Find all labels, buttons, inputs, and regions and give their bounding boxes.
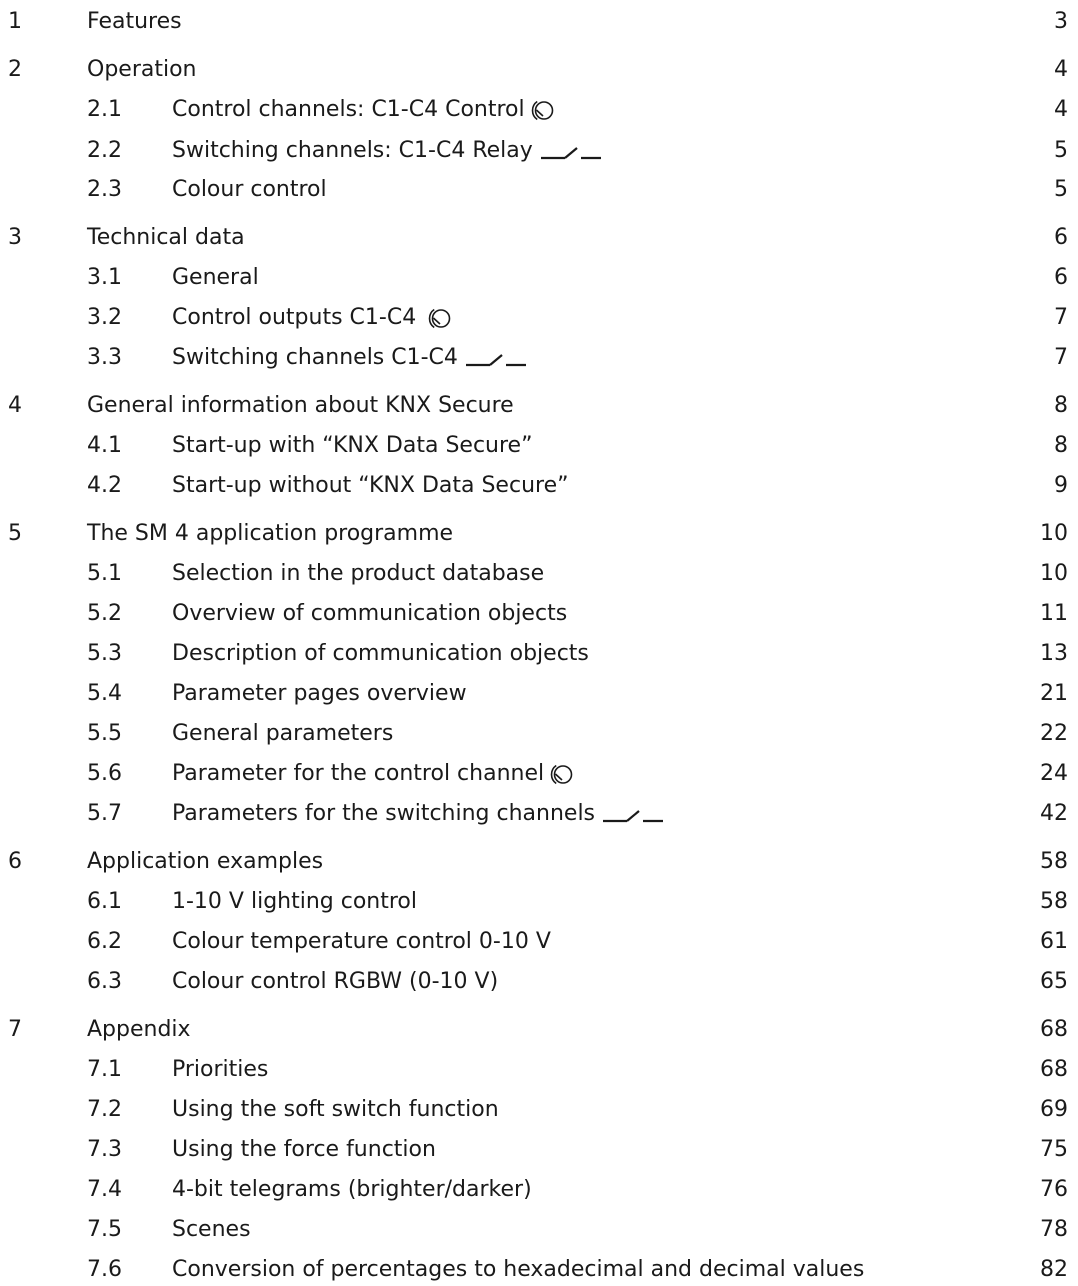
toc-entry-title: Switching channels C1-C4: [172, 345, 458, 370]
toc-entry-title: General parameters: [172, 721, 394, 746]
toc-entry-number: 2.2: [87, 138, 122, 163]
toc-section-row[interactable]: [0, 342, 1078, 374]
dimmer-knob-icon: [531, 98, 555, 122]
toc-entry-title-group: [172, 718, 393, 750]
toc-entry-page-number: 7: [1054, 345, 1068, 370]
toc-entry-title-group: [172, 1214, 251, 1246]
toc-entry-page-number: 78: [1040, 1217, 1068, 1242]
toc-entry-page-number: 68: [1040, 1057, 1068, 1082]
toc-entry-title: Control outputs C1-C4: [172, 305, 417, 330]
toc-section-row[interactable]: [0, 94, 1078, 126]
toc-entry-title-group: [172, 342, 526, 374]
relay-switch-icon: [464, 348, 526, 368]
toc-section-row[interactable]: [0, 798, 1078, 830]
toc-entry-title-group: [172, 302, 452, 334]
toc-entry-number: 5.5: [87, 721, 122, 746]
toc-section-row[interactable]: [0, 1174, 1078, 1206]
toc-entry-number: 5.1: [87, 561, 122, 586]
toc-entry-number: 7.4: [87, 1177, 122, 1202]
toc-entry-title-group: [87, 390, 514, 422]
toc-entry-page-number: 10: [1040, 561, 1068, 586]
toc-entry-number: 6.3: [87, 969, 122, 994]
dimmer-knob-icon: [428, 306, 452, 330]
toc-entry-page-number: 58: [1040, 889, 1068, 914]
toc-entry-number: 4.1: [87, 433, 122, 458]
toc-entry-title: Description of communication objects: [172, 641, 589, 666]
toc-entry-number: 1: [8, 9, 22, 34]
toc-entry-page-number: 69: [1040, 1097, 1068, 1122]
toc-section-row[interactable]: [0, 1054, 1078, 1086]
toc-entry-title: Technical data: [87, 225, 245, 250]
toc-section-row[interactable]: [0, 430, 1078, 462]
toc-section-row[interactable]: [0, 886, 1078, 918]
toc-entry-title: 1-10 V lighting control: [172, 889, 417, 914]
toc-entry-title-group: [172, 470, 569, 502]
relay-switch-icon: [601, 804, 663, 824]
toc-entry-number: 7.1: [87, 1057, 122, 1082]
toc-entry-page-number: 8: [1054, 393, 1068, 418]
toc-section-row[interactable]: [0, 678, 1078, 710]
toc-entry-title: Parameter for the control channel: [172, 761, 545, 786]
toc-entry-number: 6.1: [87, 889, 122, 914]
toc-section-row[interactable]: [0, 262, 1078, 294]
toc-entry-number: 4: [8, 393, 22, 418]
toc-entry-page-number: 75: [1040, 1137, 1068, 1162]
toc-section-row[interactable]: [0, 1134, 1078, 1166]
toc-entry-title-group: [172, 558, 544, 590]
toc-entry-title-group: [172, 886, 417, 918]
toc-entry-number: 2.1: [87, 97, 122, 122]
toc-section-row[interactable]: [0, 1214, 1078, 1246]
toc-entry-page-number: 9: [1054, 473, 1068, 498]
toc-entry-title: Application examples: [87, 849, 324, 874]
toc-entry-page-number: 8: [1054, 433, 1068, 458]
toc-section-row[interactable]: [0, 758, 1078, 790]
toc-entry-number: 5.2: [87, 601, 122, 626]
toc-entry-number: 6: [8, 849, 22, 874]
toc-entry-title-group: [87, 1014, 191, 1046]
toc-entry-title-group: [172, 1254, 864, 1286]
toc-entry-title: Features: [87, 9, 182, 34]
toc-section-row[interactable]: [0, 926, 1078, 958]
toc-chapter-row[interactable]: [0, 54, 1078, 86]
toc-entry-title-group: [87, 222, 245, 254]
toc-entry-title-group: [87, 846, 323, 878]
toc-entry-title-group: [172, 598, 567, 630]
toc-section-row[interactable]: [0, 135, 1078, 167]
toc-entry-title: Parameters for the switching channels: [172, 801, 596, 826]
toc-entry-page-number: 11: [1040, 601, 1068, 626]
toc-section-row[interactable]: [0, 598, 1078, 630]
toc-entry-title-group: [172, 1174, 532, 1206]
toc-entry-number: 4.2: [87, 473, 122, 498]
toc-section-row[interactable]: [0, 470, 1078, 502]
toc-entry-title-group: [172, 94, 555, 126]
toc-entry-title: Colour control: [172, 177, 327, 202]
toc-entry-title: General: [172, 265, 259, 290]
toc-entry-number: 7.2: [87, 1097, 122, 1122]
toc-entry-page-number: 5: [1054, 138, 1068, 163]
toc-entry-title: The SM 4 application programme: [87, 521, 454, 546]
toc-entry-title-group: [172, 1134, 436, 1166]
toc-entry-page-number: 13: [1040, 641, 1068, 666]
toc-entry-title-group: [172, 638, 589, 670]
toc-entry-page-number: 6: [1054, 225, 1068, 250]
toc-entry-page-number: 76: [1040, 1177, 1068, 1202]
toc-entry-title: Appendix: [87, 1017, 191, 1042]
toc-entry-title: General information about KNX Secure: [87, 393, 514, 418]
toc-entry-page-number: 58: [1040, 849, 1068, 874]
toc-entry-title: Selection in the product database: [172, 561, 545, 586]
toc-entry-title: Using the force function: [172, 1137, 436, 1162]
toc-entry-page-number: 4: [1054, 97, 1068, 122]
toc-entry-title-group: [172, 262, 259, 294]
toc-entry-title: Colour temperature control 0-10 V: [172, 929, 551, 954]
toc-section-row[interactable]: [0, 302, 1078, 334]
toc-entry-number: 3: [8, 225, 22, 250]
toc-entry-title: 4-bit telegrams (brighter/darker): [172, 1177, 532, 1202]
toc-entry-title: Conversion of percentages to hexadecimal and decimal values: [172, 1257, 865, 1282]
toc-entry-page-number: 4: [1054, 57, 1068, 82]
toc-entry-title: Start-up with “KNX Data Secure”: [172, 433, 533, 458]
toc-entry-page-number: 10: [1040, 521, 1068, 546]
toc-entry-page-number: 42: [1040, 801, 1068, 826]
relay-switch-icon: [539, 141, 601, 161]
toc-entry-number: 5: [8, 521, 22, 546]
toc-section-row[interactable]: [0, 718, 1078, 750]
toc-chapter-row[interactable]: [0, 390, 1078, 422]
toc-section-row[interactable]: [0, 174, 1078, 206]
toc-entry-page-number: 3: [1054, 9, 1068, 34]
toc-entry-title-group: [172, 798, 663, 830]
toc-entry-number: 3.1: [87, 265, 122, 290]
toc-entry-title-group: [172, 135, 601, 167]
toc-section-row[interactable]: [0, 638, 1078, 670]
toc-entry-number: 2.3: [87, 177, 122, 202]
toc-entry-title-group: [172, 174, 327, 206]
toc-entry-title: Scenes: [172, 1217, 251, 1242]
toc-entry-title-group: [87, 518, 453, 550]
toc-entry-title-group: [172, 966, 498, 998]
dimmer-knob-icon: [550, 762, 574, 786]
toc-entry-page-number: 24: [1040, 761, 1068, 786]
toc-entry-title: Overview of communication objects: [172, 601, 568, 626]
toc-entry-number: 7.3: [87, 1137, 122, 1162]
toc-chapter-row[interactable]: [0, 6, 1078, 38]
toc-entry-title-group: [172, 926, 551, 958]
toc-entry-page-number: 61: [1040, 929, 1068, 954]
toc-entry-page-number: 82: [1040, 1257, 1068, 1282]
toc-entry-number: 7.6: [87, 1257, 122, 1282]
toc-entry-title-group: [172, 430, 532, 462]
toc-entry-title: Start-up without “KNX Data Secure”: [172, 473, 569, 498]
toc-entry-title-group: [87, 54, 196, 86]
toc-section-row[interactable]: [0, 1094, 1078, 1126]
toc-chapter-row[interactable]: [0, 518, 1078, 550]
toc-section-row[interactable]: [0, 966, 1078, 998]
toc-entry-title-group: [87, 6, 182, 38]
toc-entry-title-group: [172, 1054, 268, 1086]
toc-entry-number: 2: [8, 57, 22, 82]
toc-entry-number: 3.2: [87, 305, 122, 330]
toc-entry-title-group: [172, 758, 574, 790]
toc-entry-page-number: 68: [1040, 1017, 1068, 1042]
toc-entry-title: Priorities: [172, 1057, 269, 1082]
toc-entry-title: Control channels: C1-C4 Control: [172, 97, 525, 122]
toc-entry-number: 5.6: [87, 761, 122, 786]
toc-entry-page-number: 65: [1040, 969, 1068, 994]
toc-entry-title: Switching channels: C1-C4 Relay: [172, 138, 533, 163]
toc-entry-page-number: 21: [1040, 681, 1068, 706]
toc-entry-number: 7: [8, 1017, 22, 1042]
toc-entry-title-group: [172, 1094, 499, 1126]
toc-entry-title: Colour control RGBW (0-10 V): [172, 969, 499, 994]
toc-entry-page-number: 5: [1054, 177, 1068, 202]
toc-entry-title-group: [172, 678, 467, 710]
toc-entry-number: 5.7: [87, 801, 122, 826]
toc-entry-number: 3.3: [87, 345, 122, 370]
toc-entry-title: Parameter pages overview: [172, 681, 467, 706]
toc-entry-number: 6.2: [87, 929, 122, 954]
toc-chapter-row[interactable]: [0, 222, 1078, 254]
toc-entry-number: 5.3: [87, 641, 122, 666]
toc-chapter-row[interactable]: [0, 846, 1078, 878]
toc-entry-page-number: 7: [1054, 305, 1068, 330]
toc-section-row[interactable]: [0, 1254, 1078, 1286]
toc-entry-page-number: 6: [1054, 265, 1068, 290]
toc-entry-title: Operation: [87, 57, 197, 82]
toc-chapter-row[interactable]: [0, 1014, 1078, 1046]
toc-entry-title: Using the soft switch function: [172, 1097, 499, 1122]
toc-section-row[interactable]: [0, 558, 1078, 590]
toc-entry-number: 5.4: [87, 681, 122, 706]
toc-entry-page-number: 22: [1040, 721, 1068, 746]
toc-entry-number: 7.5: [87, 1217, 122, 1242]
